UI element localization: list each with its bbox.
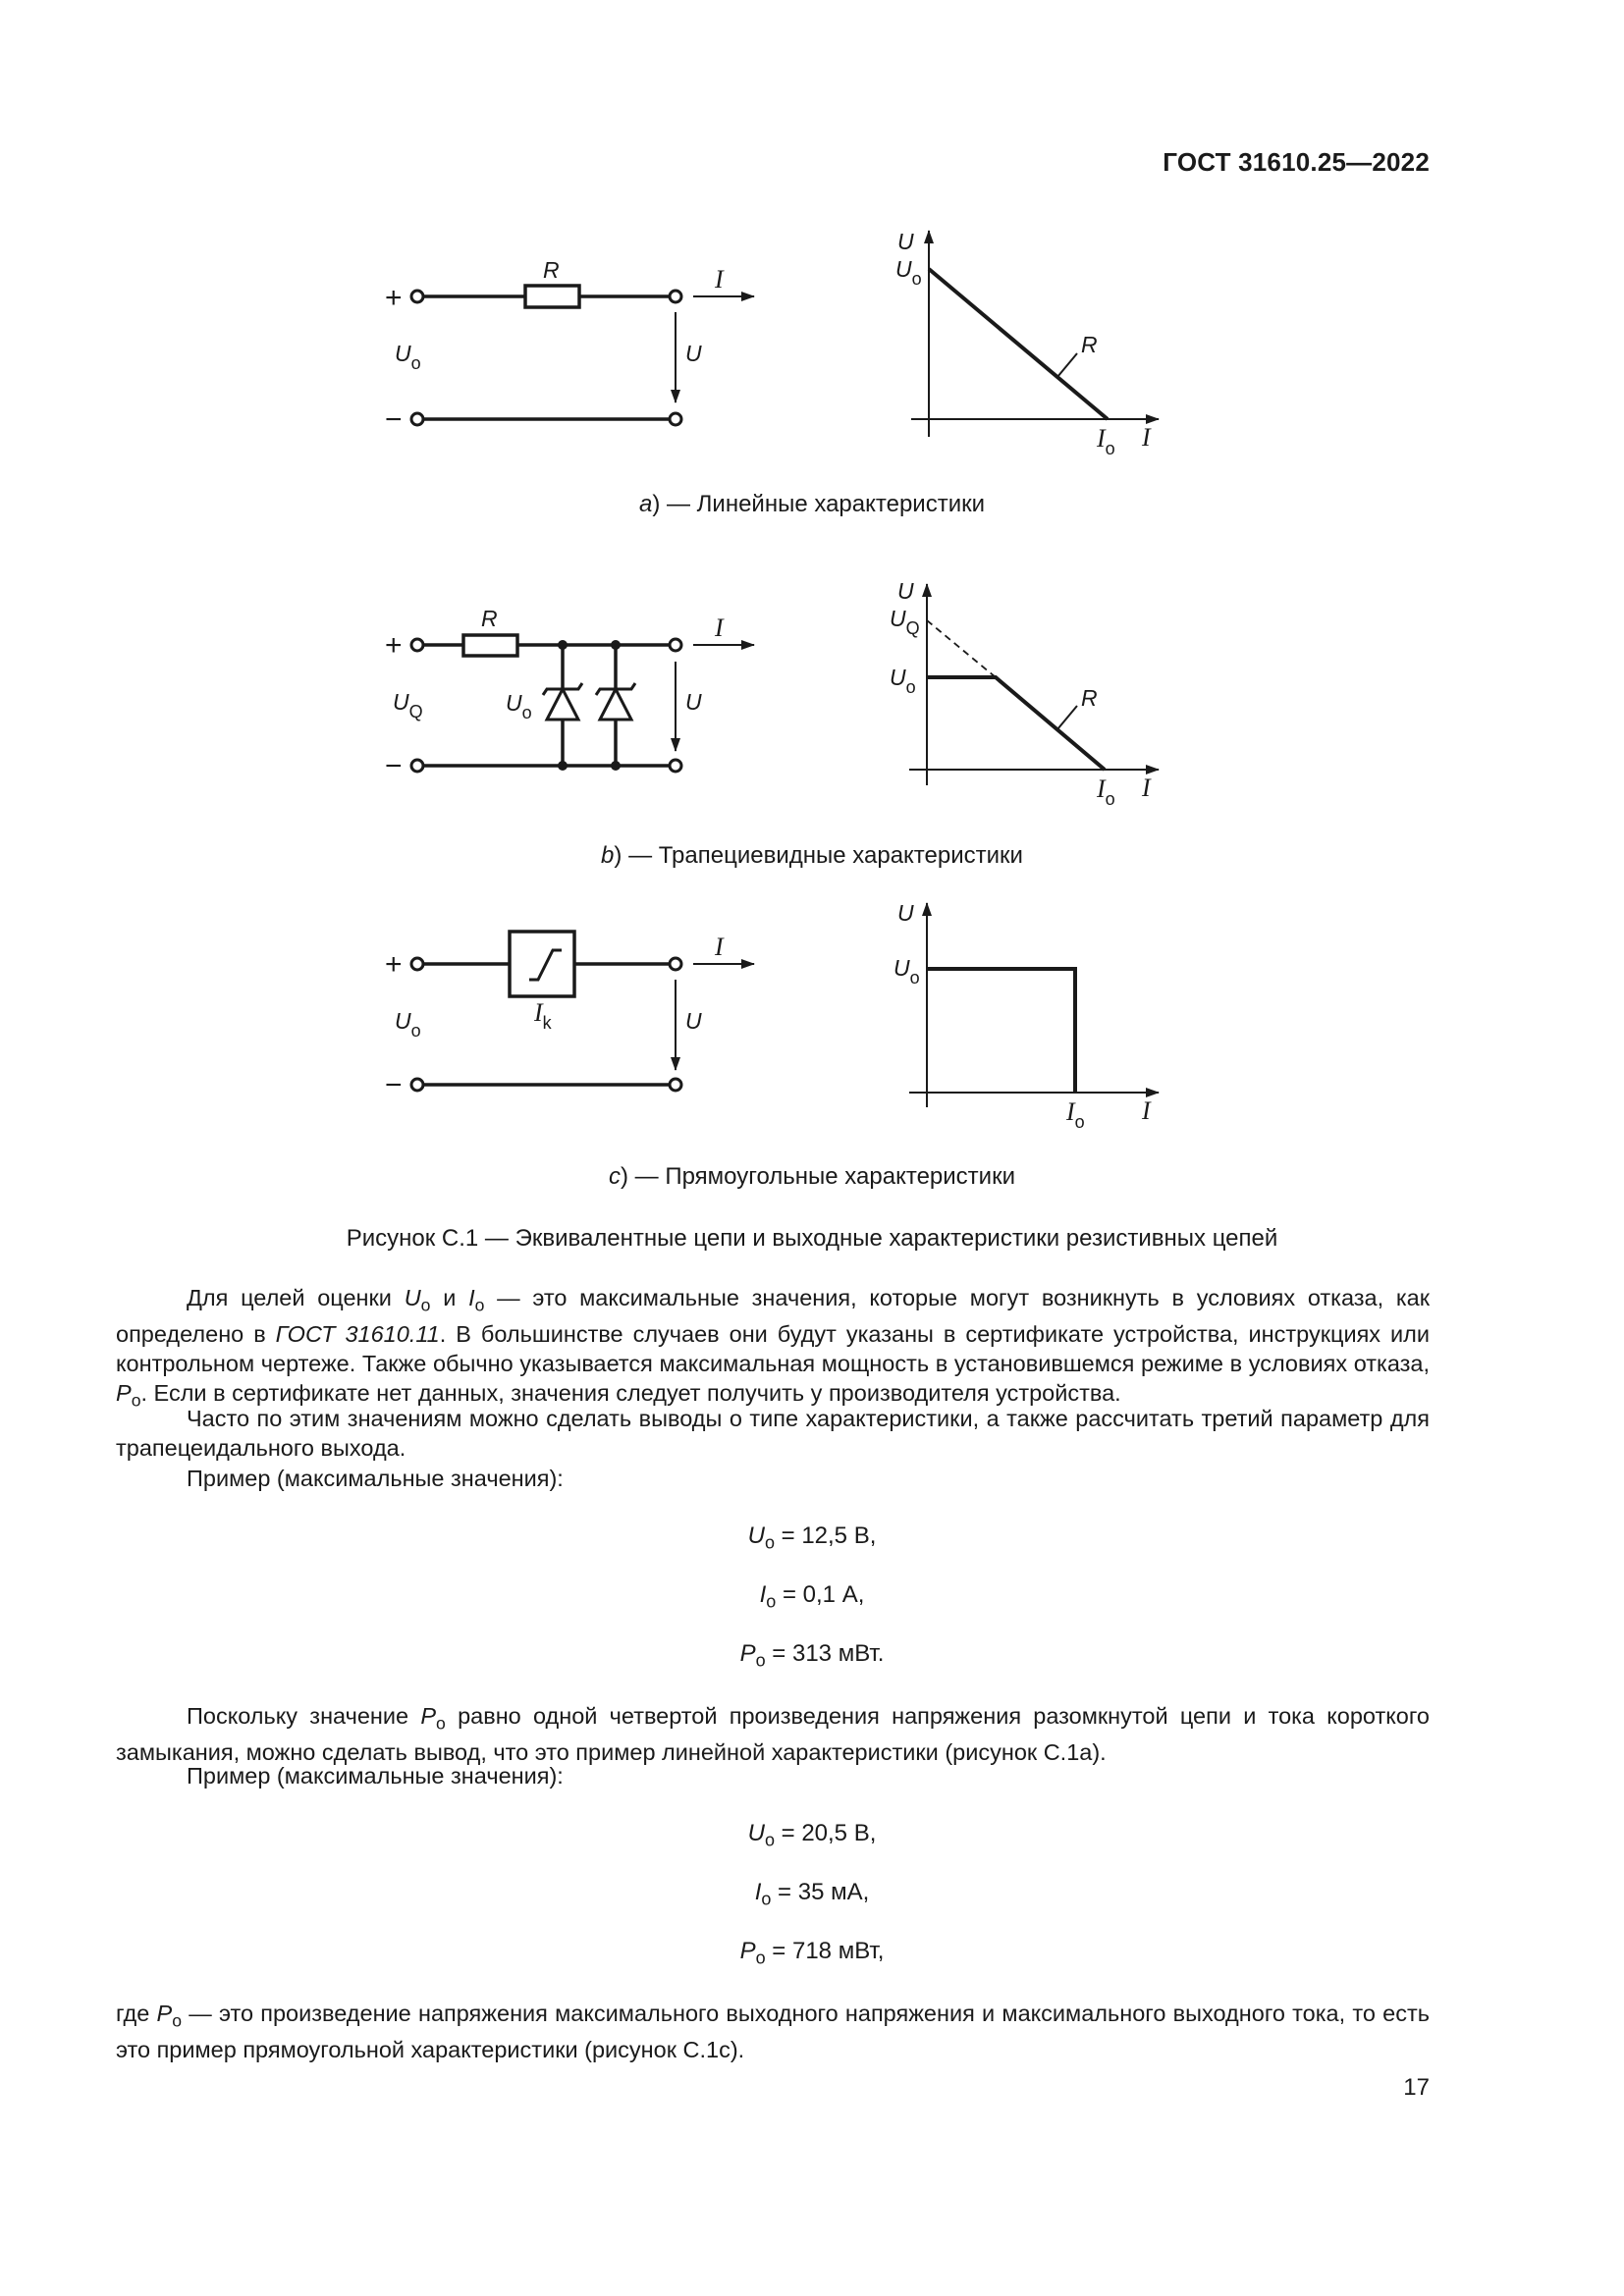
slope-label-a: R	[1081, 332, 1098, 357]
u0-label-b: $U_o$	[890, 665, 916, 697]
characteristic-line-b	[927, 677, 1105, 770]
axis-u-label-c: U	[897, 900, 914, 926]
formula-i0-1: $I_o = 0,1$ А,	[759, 1581, 865, 1612]
graph-a	[911, 231, 1159, 437]
resistor-b	[463, 635, 517, 656]
axis-u-label-a: U	[897, 229, 914, 254]
graph-c	[909, 903, 1159, 1107]
paragraph-4: где $P_o$ — это произведение напряжения максимального выходного напряжения и максимального выходного тока, то есть это пример прямоугольной характеристики (рисунок С.1с).	[116, 2001, 1430, 2063]
formula-u0-2: $U_o = 20,5$ В,	[747, 1820, 877, 1850]
paragraph-1: Для целей оценки $U_o$ и $I_o$ — это максимальные значения, которые могут возникнуть в условиях отказа, как определено в ГОСТ 31610.11. В большинстве случаев они будут указаны в сертификате устройства, инструкциях или контрольном чертеже. Также обычно указывается максимальная мощность в установившемся режиме в условиях отказа, $P_o$. Если в сертификате нет данных, значения следует получить у производителя устройства.	[116, 1285, 1431, 1411]
zener-diode-1	[547, 689, 578, 720]
paragraph-3: Поскольку значение $P_o$ равно одной четвертой произведения напряжения разомкнутой цепи и тока короткого замыкания, можно сделать вывод, что это пример линейной характеристики (рисунок С.1а).	[116, 1703, 1430, 1766]
formula-u0-1: $U_o = 12,5$ В,	[747, 1522, 877, 1553]
resistor-label-a: R	[543, 257, 560, 283]
uq-dashed-line	[927, 620, 996, 677]
current-limiter-c	[510, 932, 574, 996]
formula-p0-1: $P_o = 313$ мВт.	[739, 1640, 885, 1671]
voltage-label-a: U	[685, 341, 702, 366]
axis-u-label-b: U	[897, 578, 914, 604]
minus-terminal-a: −	[385, 403, 403, 436]
caption-a: a) — Линейные характеристики	[638, 491, 986, 517]
i0-label-c: $I_o$	[1066, 1097, 1085, 1132]
page-number: 17	[1403, 2074, 1430, 2101]
axis-i-label-a: I	[1142, 423, 1151, 452]
plus-terminal-c: +	[385, 948, 403, 981]
voltage-label-b: U	[685, 689, 702, 715]
current-label-a: I	[715, 265, 724, 294]
uq-label-b: $U_Q$	[890, 606, 920, 638]
formula-p0-2: $P_o = 718$ мВт,	[739, 1938, 885, 1968]
caption-c: c) — Прямоугольные характеристики	[609, 1163, 1015, 1190]
u0-label-a: $U_o$	[895, 256, 922, 289]
source-label-b: $U_Q$	[393, 689, 423, 721]
caption-b: b) — Трапециевидные характеристики	[601, 842, 1023, 869]
limiter-label-c: $I_k$	[534, 998, 552, 1033]
voltage-label-c: U	[685, 1008, 702, 1034]
characteristic-line-c	[927, 969, 1075, 1093]
resistor-a	[525, 286, 579, 307]
current-label-b: I	[715, 614, 724, 642]
document-id: ГОСТ 31610.25—2022	[1163, 147, 1430, 177]
graph-b	[909, 584, 1159, 785]
axis-i-label-c: I	[1142, 1096, 1151, 1125]
example-label-1: Пример (максимальные значения):	[187, 1466, 564, 1491]
figure-title: Рисунок С.1 — Эквивалентные цепи и выходные характеристики резистивных цепей	[346, 1225, 1278, 1252]
minus-terminal-c: −	[385, 1069, 403, 1101]
minus-terminal-b: −	[385, 750, 403, 782]
formula-i0-2: $I_o = 35$ мА,	[754, 1879, 870, 1909]
paragraph-2: Часто по этим значениям можно сделать выводы о типе характеристики, а также рассчитать третий параметр для трапецеидального выхода.	[116, 1406, 1430, 1461]
plus-terminal-a: +	[385, 282, 403, 314]
i0-label-a: $I_o$	[1097, 424, 1115, 458]
axis-i-label-b: I	[1142, 774, 1151, 802]
resistor-label-b: R	[481, 606, 498, 631]
i0-label-b: $I_o$	[1097, 774, 1115, 809]
zener-diode-2	[600, 689, 631, 720]
example-label-2: Пример (максимальные значения):	[187, 1763, 564, 1789]
plus-terminal-b: +	[385, 629, 403, 662]
current-label-c: I	[715, 933, 724, 961]
u0-label-c: $U_o$	[893, 955, 920, 988]
source-label-c: $U_o$	[395, 1008, 421, 1041]
diode-label-b: $U_o$	[506, 690, 532, 722]
source-label-a: $U_o$	[395, 341, 421, 373]
slope-label-b: R	[1081, 685, 1098, 711]
